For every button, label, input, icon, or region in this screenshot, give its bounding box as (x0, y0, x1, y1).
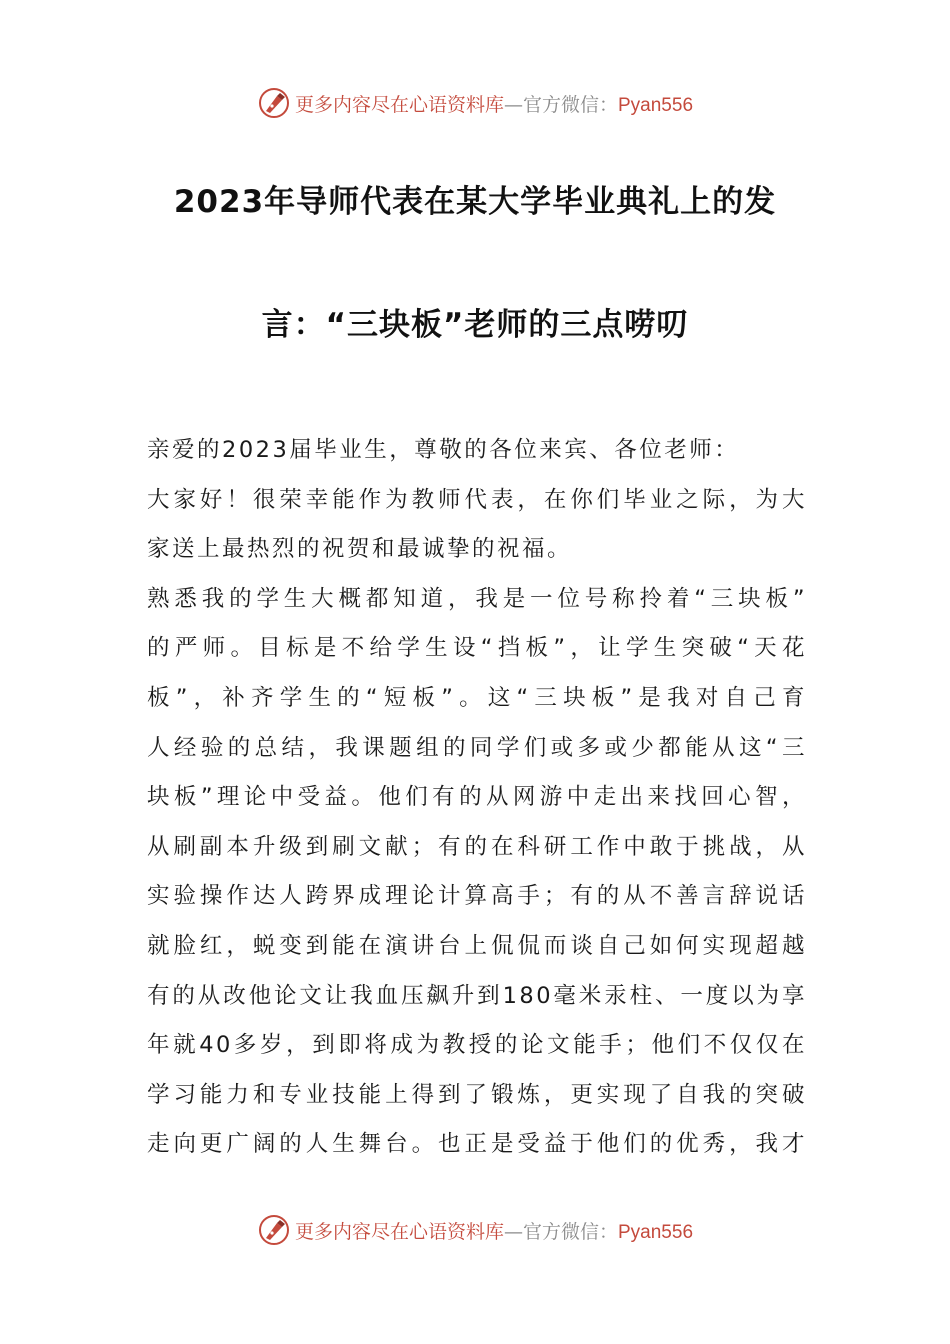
body-line: 家送上最热烈的祝贺和最诚挚的祝福。 (147, 536, 573, 563)
pen-nib-logo-icon (257, 86, 291, 120)
body-line: 实验操作达人跨界成理论计算高手；有的从不善言辞说话 (147, 883, 807, 910)
header-banner (0, 83, 950, 123)
banner-main-text: 更多内容尽在心语资料库 (294, 1220, 504, 1243)
document-body (147, 426, 807, 1170)
body-line: 从刷副本升级到刷文献；有的在科研工作中敢于挑战，从 (147, 833, 807, 860)
body-line: 走向更广阔的人生舞台。也正是受益于他们的优秀，我才 (147, 1131, 807, 1158)
banner-wechat-id: Pyan556 (618, 94, 694, 116)
banner-text (295, 1217, 693, 1244)
body-line: 有的从改他论文让我血压飙升到180毫米汞柱、一度以为享 (147, 982, 807, 1009)
body-line: 的严师。目标是不给学生设“挡板”，让学生突破“天花 (147, 635, 807, 662)
document-title-line-2: 言：“三块板”老师的三点唠叨 (261, 307, 689, 343)
pen-nib-logo-icon (257, 1213, 291, 1247)
banner-wechat-id: Pyan556 (618, 1221, 694, 1243)
banner-separator: — (503, 93, 523, 116)
body-line: 板”，补齐学生的“短板”。这“三块板”是我对自己育 (147, 684, 807, 711)
body-line: 亲爱的2023届毕业生，尊敬的各位来宾、各位老师： (147, 437, 740, 463)
banner-wechat-label: 官方微信： (522, 1220, 618, 1243)
banner-separator: — (503, 1220, 523, 1243)
body-line: 年就40多岁，到即将成为教授的论文能手；他们不仅仅在 (147, 1032, 807, 1059)
body-line: 熟悉我的学生大概都知道，我是一位号称拎着“三块板” (147, 585, 807, 612)
footer-banner (0, 1210, 950, 1250)
banner-text (295, 90, 693, 117)
body-line: 块板”理论中受益。他们有的从网游中走出来找回心智， (147, 784, 807, 811)
banner-wechat-label: 官方微信： (522, 93, 618, 116)
body-line: 就脸红，蜕变到能在演讲台上侃侃而谈自己如何实现超越 (147, 932, 807, 959)
body-line: 大家好！很荣幸能作为教师代表，在你们毕业之际，为大 (147, 486, 807, 513)
body-line: 学习能力和专业技能上得到了锻炼，更实现了自我的突破 (147, 1081, 807, 1108)
body-line: 人经验的总结，我课题组的同学们或多或少都能从这“三 (147, 734, 807, 761)
banner-main-text: 更多内容尽在心语资料库 (294, 93, 504, 116)
document-title-line-1: 2023年导师代表在某大学毕业典礼上的发 (173, 184, 777, 220)
